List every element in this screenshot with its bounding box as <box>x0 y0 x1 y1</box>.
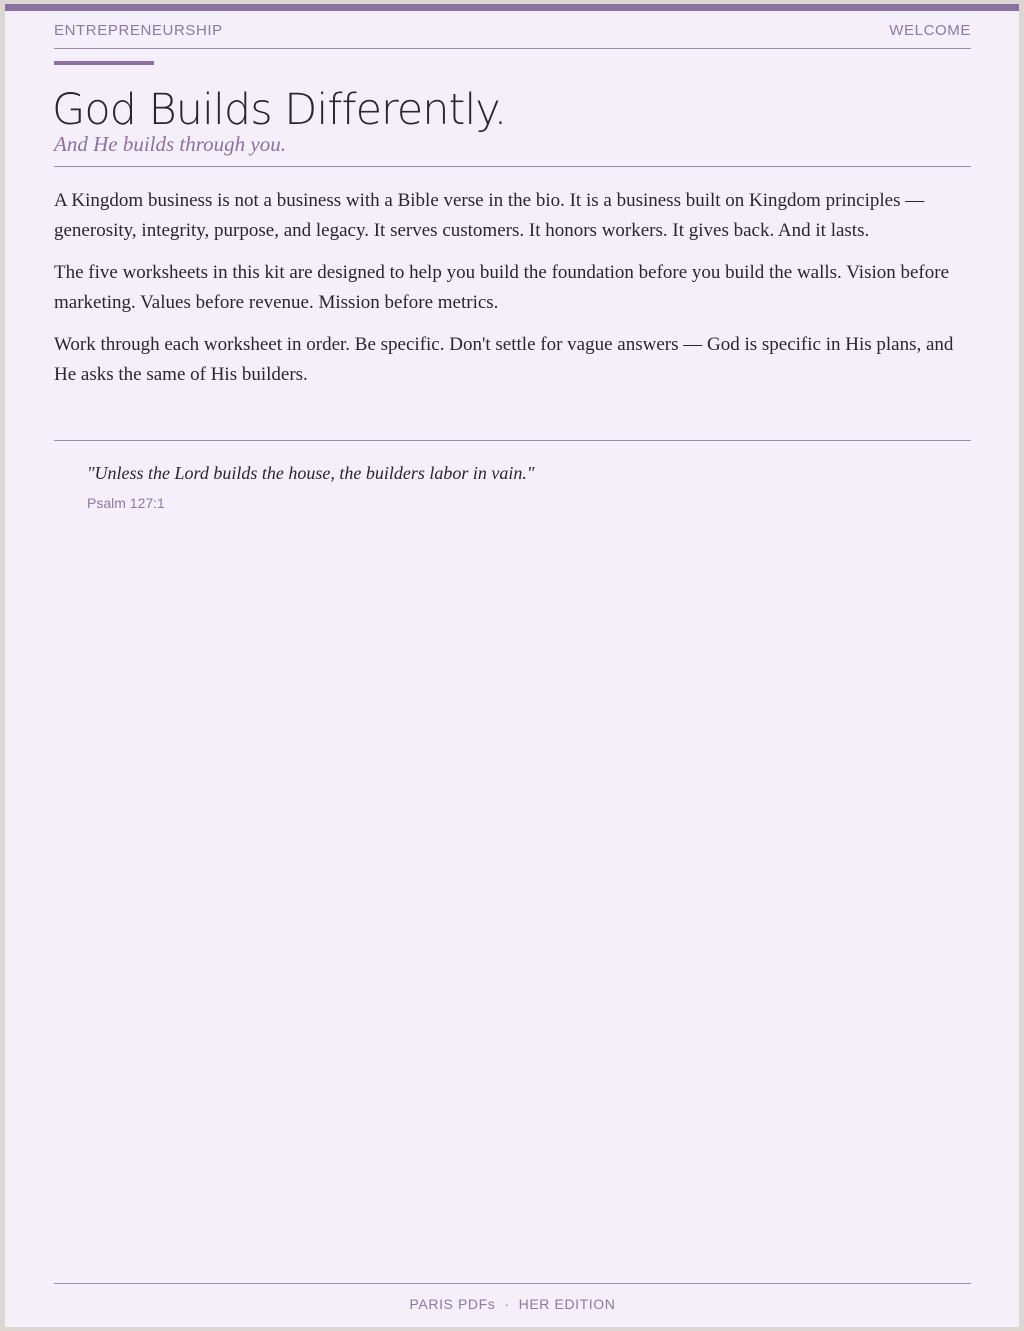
quote-divider <box>54 440 971 441</box>
page-footer <box>54 1296 971 1312</box>
page-label: WELCOME <box>889 22 971 39</box>
paragraph: A Kingdom business is not a business with a Bible verse in the bio. It is a business built on Kingdom principles — generosity, integrity, purpose, and legacy. It serves customers. It honors workers. It gives back. And it lasts. <box>54 190 925 241</box>
footer-brand: PARIS PDFs <box>409 1296 496 1312</box>
page-subtitle: And He builds through you. <box>54 132 286 156</box>
scripture-citation: Psalm 127:1 <box>87 495 165 511</box>
title-divider <box>54 166 971 167</box>
page-content <box>54 11 971 1327</box>
scripture-quote: "Unless the Lord builds the house, the builders labor in vain." <box>87 463 535 483</box>
section-label: ENTREPRENEURSHIP <box>54 22 223 39</box>
paragraph: Work through each worksheet in order. Be specific. Don't settle for vague answers — God is specific in His plans, and He asks the same of His builders. <box>54 334 954 385</box>
footer-divider <box>54 1283 971 1284</box>
body-text <box>54 186 954 402</box>
footer-edition: HER EDITION <box>518 1296 616 1312</box>
accent-bar <box>54 61 154 65</box>
paragraph: The five worksheets in this kit are designed to help you build the foundation before you build the walls. Vision before marketing. Values before revenue. Mission before metrics. <box>54 262 950 313</box>
page-header <box>54 22 971 49</box>
document-page <box>5 4 1019 1327</box>
page-title: God Builds Differently. <box>52 85 507 135</box>
footer-separator: · <box>504 1296 510 1312</box>
